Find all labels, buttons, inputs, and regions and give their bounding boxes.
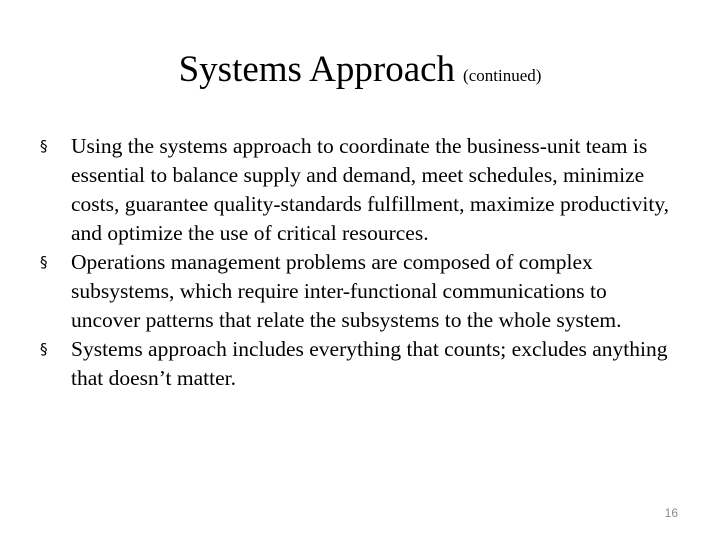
bullet-item xyxy=(40,132,680,248)
title-text: Systems Approach xyxy=(178,49,456,90)
page-number: 16 xyxy=(664,506,678,520)
bullet-text: Using the systems approach to coordinate the business-unit team is essential to balance supply and demand, meet schedules, minimize costs, guarantee quality-standards fulfillment, maximize productivity, and optimize the use of critical resources. xyxy=(71,134,670,245)
bullet-list xyxy=(40,132,680,393)
bullet-text: Systems approach includes everything that counts; excludes anything that doesn’t matter. xyxy=(71,337,668,390)
slide-title xyxy=(0,46,720,101)
bullet-item xyxy=(40,335,680,393)
bullet-marker-icon: § xyxy=(40,340,48,358)
bullet-marker-icon: § xyxy=(40,137,48,155)
title-continued-label: (continued) xyxy=(463,66,542,85)
bullet-marker-icon: § xyxy=(40,253,48,271)
bullet-item xyxy=(40,248,680,335)
bullet-text: Operations management problems are composed of complex subsystems, which require inter-functional communications to uncover patterns that relate the subsystems to the whole system. xyxy=(71,250,622,332)
